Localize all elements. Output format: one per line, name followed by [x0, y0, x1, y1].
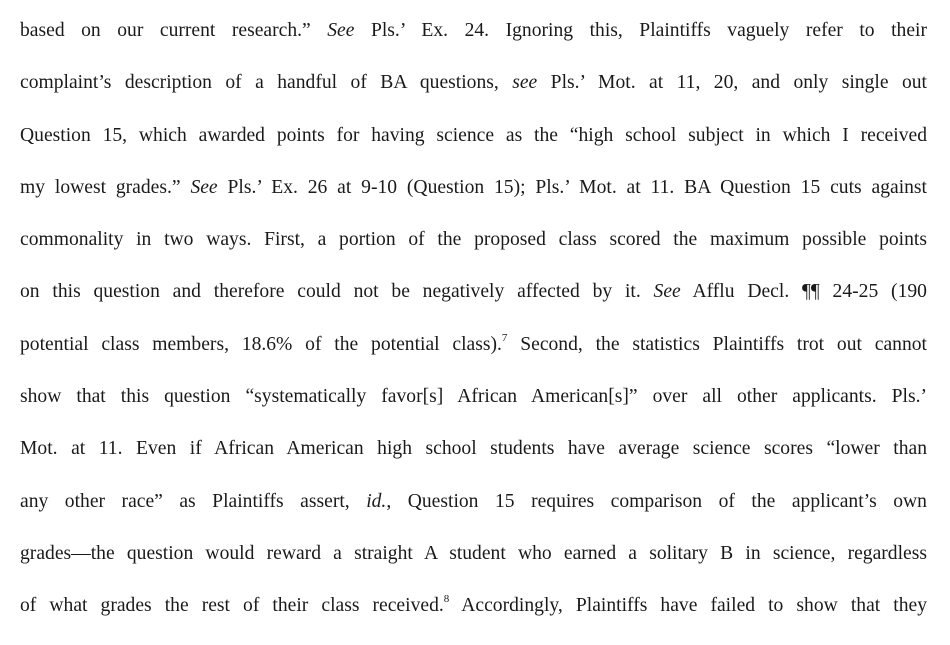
text-segment: Pls.’ Mot. at 11, 20, and only single out: [537, 72, 927, 94]
text-segment: Second, the statistics Plaintiffs trot out cannot: [507, 333, 927, 355]
text-segment: Pls.’ Ex. 26 at 9-10 (Question 15); Pls.’ Mot. at 11. BA Question 15 cuts against: [217, 176, 928, 198]
text-segment: Pls.’ Ex. 24. Ignoring this, Plaintiffs vaguely refer to their: [354, 20, 927, 41]
citation-signal: See: [190, 176, 218, 198]
text-segment: my lowest grades.”: [20, 176, 191, 198]
text-line: [20, 531, 927, 583]
citation-signal: See: [653, 281, 681, 303]
text-segment: Afflu Decl. ¶¶ 24-25 (190: [680, 281, 927, 303]
text-segment: on this question and therefore could not be negatively affected by it.: [20, 281, 654, 303]
text-line: [20, 426, 927, 478]
footnote-reference[interactable]: 7: [501, 331, 508, 344]
text-line: [20, 269, 927, 321]
text-segment: Question 15, which awarded points for having science as the “high school subject in which I received: [20, 124, 927, 146]
body-paragraph: [20, 8, 927, 636]
text-segment: Mot. at 11. Even if African American high school students have average science scores “lower than: [20, 438, 927, 460]
text-segment: of what grades the rest of their class received.: [20, 595, 444, 617]
text-line: [20, 60, 927, 112]
text-segment: any other race” as Plaintiffs assert,: [20, 490, 367, 512]
text-line: [20, 8, 927, 60]
text-segment: Accordingly, Plaintiffs have failed to show that they: [449, 595, 927, 617]
text-line: [20, 322, 927, 374]
text-segment: show that this question “systematically favor[s] African American[s]” over all other applicants. Pls.’: [20, 386, 927, 408]
text-segment: grades—the question would reward a straight A student who earned a solitary B in science, regardless: [20, 542, 927, 564]
citation-signal: See: [327, 20, 355, 41]
text-segment: commonality in two ways. First, a portion of the proposed class scored the maximum possible points: [20, 229, 927, 251]
text-line: [20, 479, 927, 531]
text-segment: potential class members, 18.6% of the potential class).: [20, 333, 502, 355]
text-segment: complaint’s description of a handful of BA questions,: [20, 72, 513, 94]
citation-signal: id.: [366, 490, 387, 512]
footnote-reference[interactable]: 8: [443, 593, 450, 606]
text-segment: based on our current research.”: [20, 20, 328, 41]
text-line: [20, 113, 927, 165]
text-line: [20, 165, 927, 217]
text-segment: , Question 15 requires comparison of the applicant’s own: [386, 490, 927, 512]
citation-signal: see: [512, 72, 538, 94]
text-line: [20, 583, 927, 635]
text-line: [20, 374, 927, 426]
text-line: [20, 217, 927, 269]
